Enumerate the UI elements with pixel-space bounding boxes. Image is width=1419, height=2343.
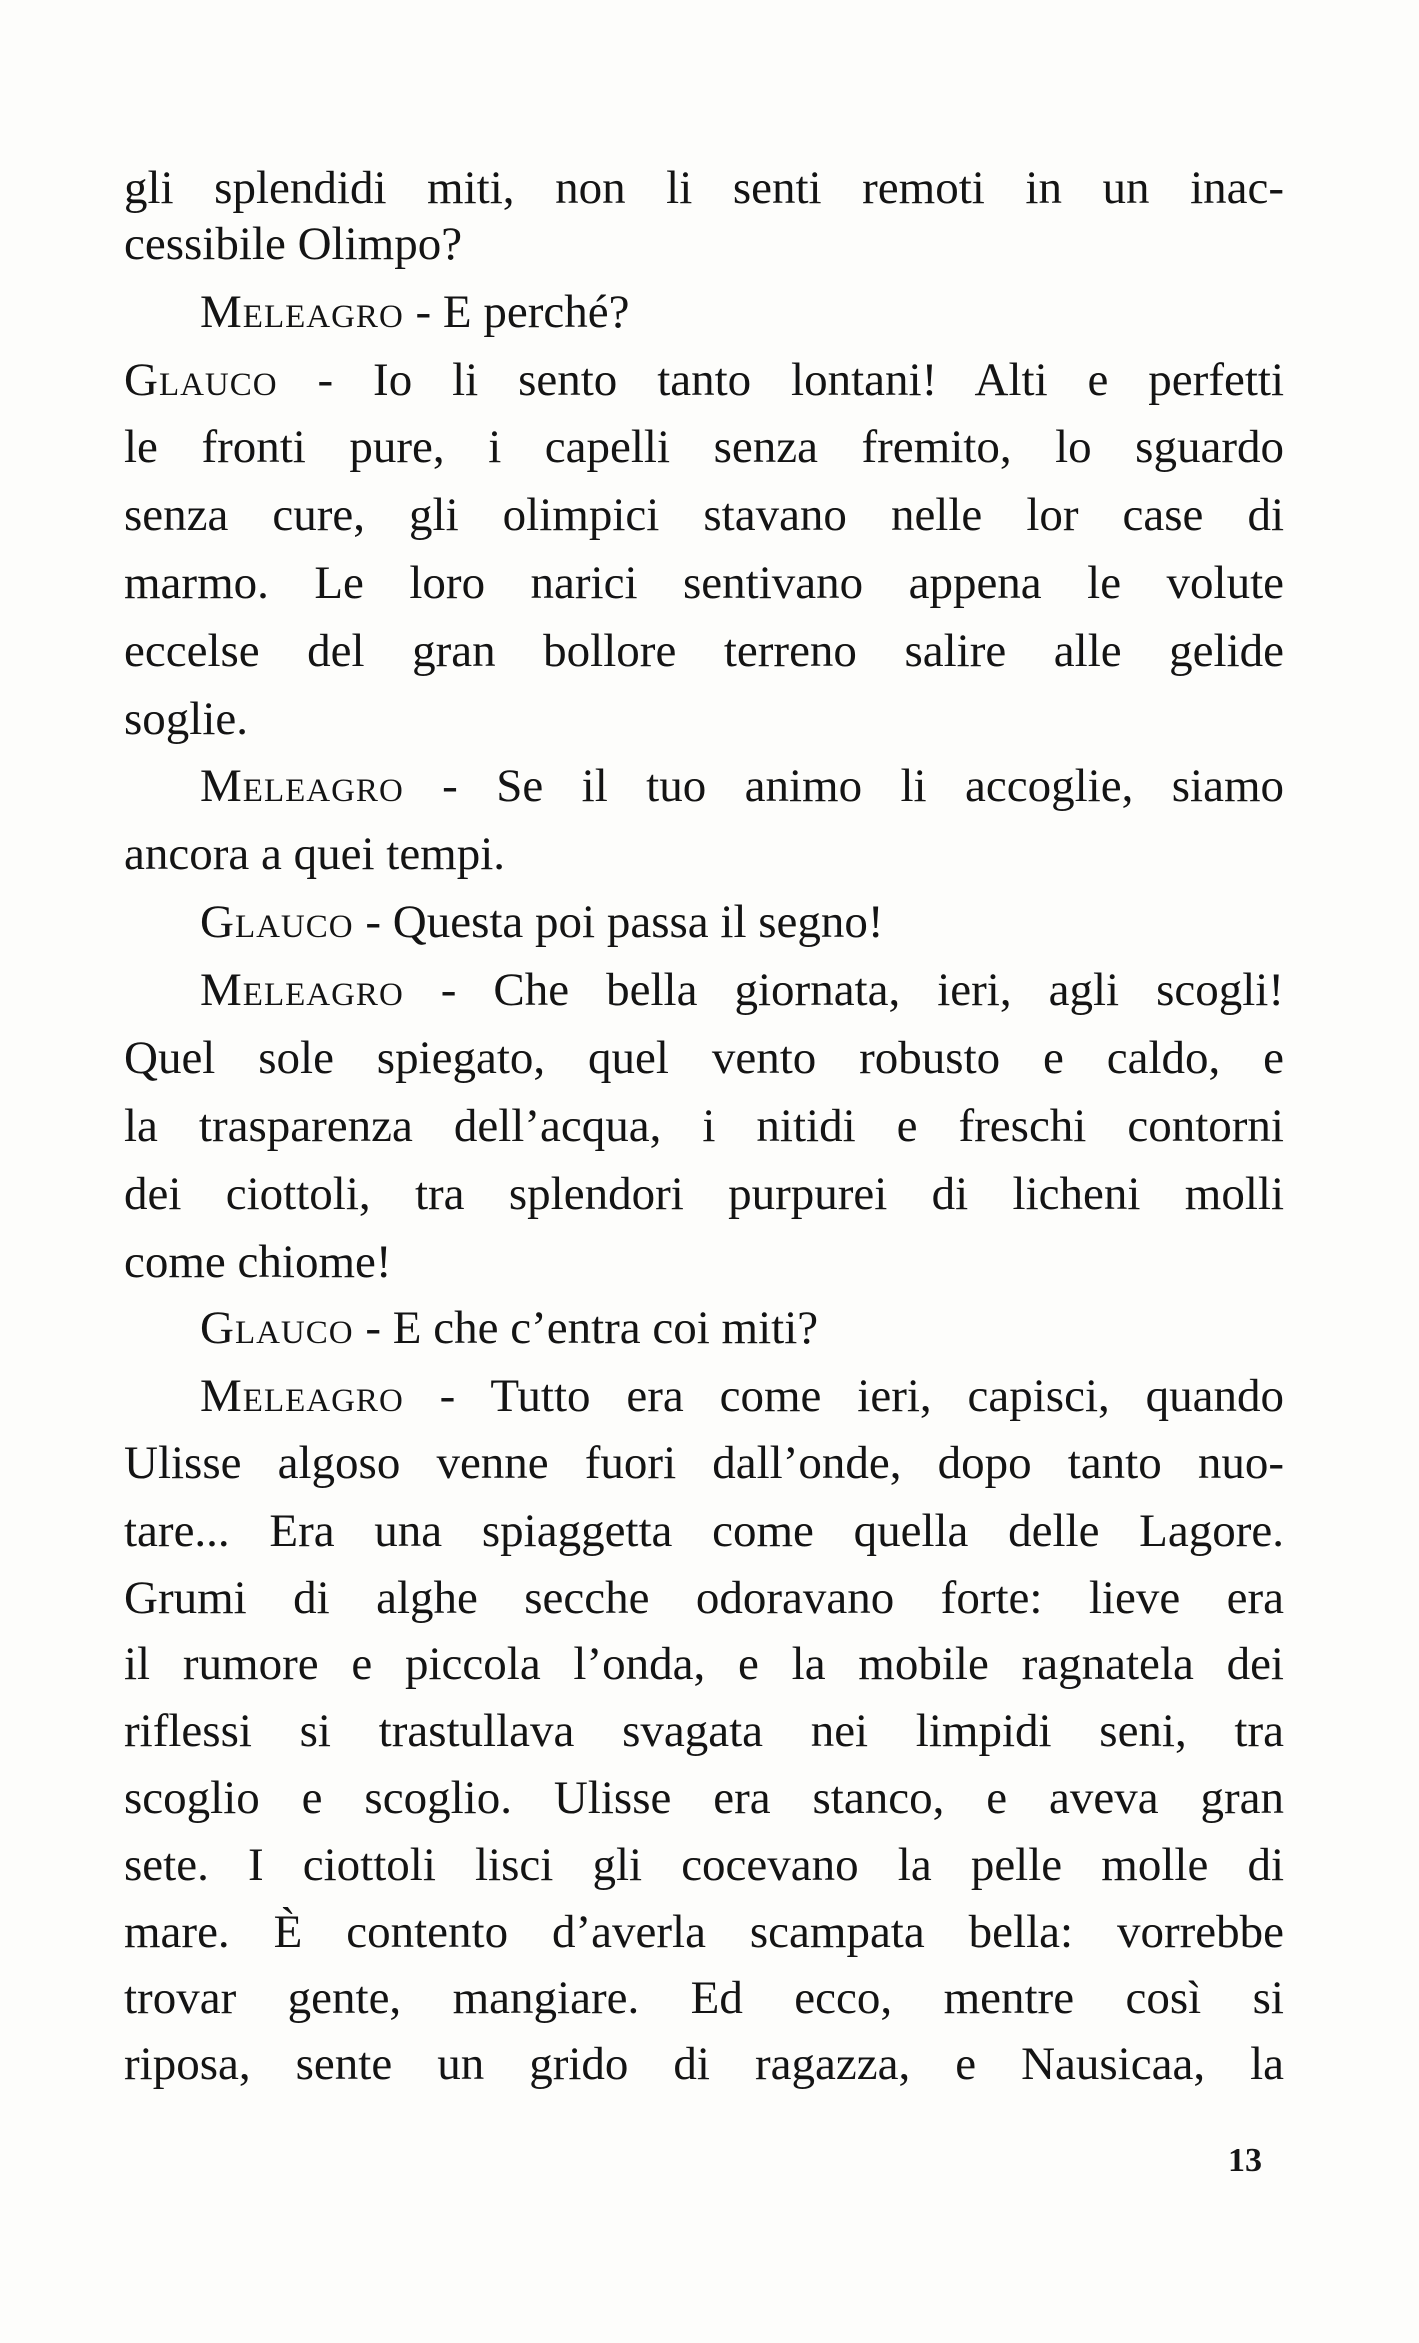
line-text: Grumi di alghe secche odoravano forte: lieve era [124,1572,1284,1624]
line-text: marmo. Le loro narici sentivano appena le volute [124,557,1284,609]
text-line [124,826,505,882]
text-line [124,623,1284,679]
text-line [124,1636,1284,1692]
text-line [124,1770,1284,1826]
line-text: - Se il tuo animo li accoglie, siamo [403,760,1284,812]
line-text: riposa, sente un grido di ragazza, e Nausicaa, la [124,2038,1284,2090]
text-line [200,758,1284,814]
text-line [124,1030,1284,1086]
line-text: sete. I ciottoli lisci gli cocevano la pelle molle di [124,1839,1284,1891]
text-line [124,1904,1284,1960]
speaker-name: Glauco [200,1302,354,1354]
line-text: cessibile Olimpo? [124,218,463,270]
speaker-name: Meleagro [200,964,404,1016]
line-text: le fronti pure, i capelli senza fremito, lo sguardo [124,421,1284,473]
text-line [124,1703,1284,1759]
text-line [124,1970,1284,2026]
line-text: - E che c’entra coi miti? [353,1302,819,1354]
line-text: senza cure, gli olimpici stavano nelle lor case di [124,489,1284,541]
line-text: - Che bella giornata, ieri, agli scogli! [403,964,1284,1016]
line-text: trovar gente, mangiare. Ed ecco, mentre così si [124,1972,1284,2024]
speaker-name: Meleagro [200,1370,404,1422]
page-number: 13 [1228,2142,1262,2179]
text-line [124,160,1284,216]
line-text: riflessi si trastullava svagata nei limpidi seni, tra [124,1705,1284,1757]
line-text: tare... Era una spiaggetta come quella delle Lagore. [124,1505,1284,1557]
line-text: il rumore e piccola l’onda, e la mobile ragnatela dei [124,1638,1284,1690]
text-line [124,352,1284,408]
text-line [124,487,1284,543]
text-line [200,1368,1284,1424]
text-line [124,691,248,747]
text-line [124,1234,392,1290]
line-text: Quel sole spiegato, quel vento robusto e caldo, e [124,1032,1284,1084]
line-text: scoglio e scoglio. Ulisse era stanco, e aveva gran [124,1772,1284,1824]
line-text: ancora a quei tempi. [124,828,506,880]
text-line [124,1503,1284,1559]
text-line [200,962,1284,1018]
line-text: la trasparenza dell’acqua, i nitidi e freschi contorni [124,1100,1284,1152]
speaker-name: Glauco [124,354,278,406]
line-text: eccelse del gran bollore terreno salire alle gelide [124,625,1284,677]
line-text: Ulisse algoso venne fuori dall’onde, dopo tanto nuo- [124,1437,1284,1489]
speaker-name: Meleagro [200,760,404,812]
speaker-name: Meleagro [200,286,404,338]
line-text: dei ciottoli, tra splendori purpurei di licheni molli [124,1168,1284,1220]
line-text: mare. È contento d’averla scampata bella: vorrebbe [124,1906,1284,1958]
line-text: - Io li sento tanto lontani! Alti e perfetti [277,354,1284,406]
line-text: - E perché? [403,286,630,338]
line-text: gli splendidi miti, non li senti remoti in un inac- [124,162,1284,214]
text-line [124,2036,1284,2092]
line-text: - Tutto era come ieri, capisci, quando [403,1370,1284,1422]
text-line [200,894,884,950]
speaker-name: Glauco [200,896,354,948]
text-line [124,1435,1284,1491]
text-line [124,1098,1284,1154]
line-text: - Questa poi passa il segno! [353,896,884,948]
text-line [124,1570,1284,1626]
text-line [124,1166,1284,1222]
line-text: soglie. [124,693,249,745]
text-line [124,555,1284,611]
text-line [124,419,1284,475]
text-line [124,216,462,272]
text-line [200,284,630,340]
text-line [200,1300,818,1356]
line-text: come chiome! [124,1236,392,1288]
text-line [124,1837,1284,1893]
